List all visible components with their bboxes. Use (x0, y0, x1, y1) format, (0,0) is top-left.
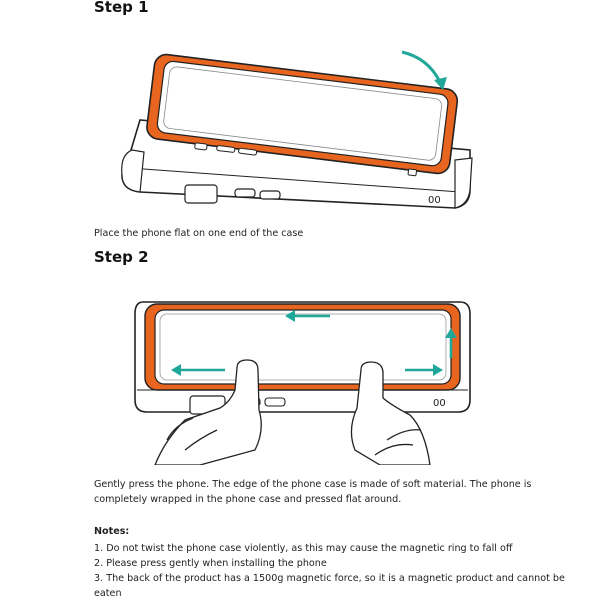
step2-heading: Step 2 (94, 248, 149, 266)
notes-heading: Notes: (94, 526, 130, 537)
press-down-arrow (402, 52, 440, 82)
step2-caption-line-2: completely wrapped in the phone case and pressed flat around. (94, 494, 402, 505)
step1-illustration (110, 40, 490, 220)
note-item-3-continued: eaten (94, 588, 122, 599)
step2-port-label: 00 (433, 398, 446, 409)
step2-illustration (125, 290, 475, 465)
note-item-2: 2. Please press gently when installing the phone (94, 558, 327, 569)
step1-caption: Place the phone flat on one end of the case (94, 228, 304, 239)
step1-heading: Step 1 (94, 0, 149, 16)
step1-port-label: 00 (428, 195, 441, 206)
step2-caption-line-1: Gently press the phone. The edge of the phone case is made of soft material. The phone is (94, 479, 532, 490)
note-item-1: 1. Do not twist the phone case violently, as this may cause the magnetic ring to fall off (94, 543, 513, 554)
note-item-3: 3. The back of the product has a 1500g magnetic force, so it is a magnetic product and cannot be (94, 573, 565, 584)
